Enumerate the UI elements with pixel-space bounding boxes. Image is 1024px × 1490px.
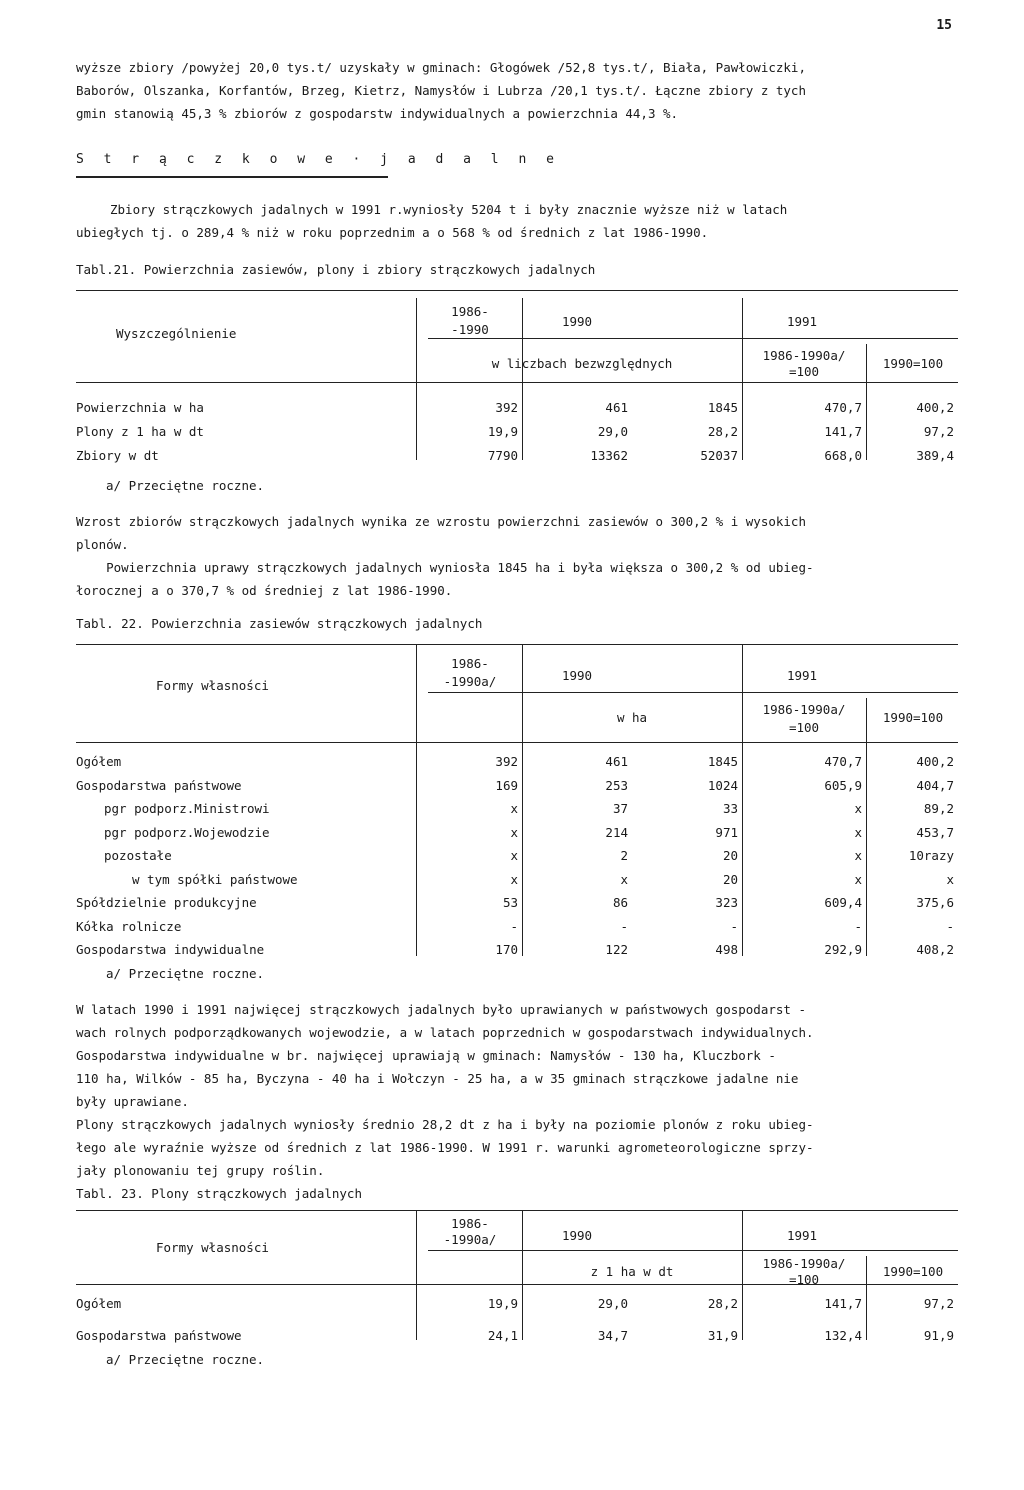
cell-value: 33 (722, 801, 738, 816)
row-label: Kółka rolnicze (76, 918, 182, 934)
table-row (76, 424, 958, 446)
cell-value: 170 (495, 942, 518, 957)
row-label: Gospodarstwa państwowe (76, 777, 242, 793)
cell-value: x (854, 824, 862, 840)
table-header-cell: 1986-1990a/ (762, 1256, 846, 1271)
table-header-cell: 1986- (451, 656, 489, 671)
cell-value: 392 (495, 754, 518, 769)
cell-value: 34,7 (597, 1328, 628, 1343)
table-header-cell: =100 (788, 720, 820, 735)
cell-value: x (510, 824, 518, 840)
table-row (76, 825, 958, 849)
text-line: były uprawiane. (76, 1094, 189, 1109)
table-row (76, 801, 958, 825)
cell-value: x (946, 871, 954, 887)
cell-value: - (730, 918, 738, 934)
cell-value: 214 (605, 824, 628, 840)
cell-value: 97,2 (923, 1296, 954, 1311)
cell-value: 400,2 (916, 400, 954, 415)
text-line: Zbiory strączkowych jadalnych w 1991 r.wyniosły 5204 t i były znacznie wyższe niż w latach (110, 202, 788, 217)
cell-value: - (510, 918, 518, 934)
table-header-cell: 1991 (786, 668, 818, 683)
cell-value: x (854, 801, 862, 816)
table23-caption: Tabl. 23. Plony strączkowych jadalnych (76, 1186, 362, 1201)
text-line: ubiegłych tj. o 289,4 % niż w roku poprzednim a o 568 % od średnich z lat 1986-1990. (76, 225, 709, 240)
cell-value: 52037 (700, 448, 738, 463)
cell-value: 20 (722, 848, 738, 863)
text-line: łego ale wyraźnie wyższe od średnich z lat 1986-1990. W 1991 r. warunki agrometeorologiczne sprzy- (76, 1140, 814, 1155)
table-header-cell: 1990=100 (882, 1264, 944, 1279)
table-header-cell: -1990a/ (443, 1232, 497, 1247)
table-header-cell: 1986-1990a/ (762, 702, 846, 717)
table-header-cell: w liczbach bezwzględnych (491, 356, 673, 371)
cell-value: 253 (605, 777, 628, 793)
cell-value: 971 (715, 824, 738, 840)
table-row (76, 848, 958, 872)
cell-value: 461 (605, 400, 628, 415)
cell-value: 13362 (590, 448, 628, 463)
table-header-cell: 1986- (451, 304, 489, 319)
cell-value: 453,7 (916, 824, 954, 840)
cell-value: x (510, 871, 518, 887)
table-row (76, 778, 958, 802)
cell-value: 392 (495, 400, 518, 415)
cell-value: 1845 (707, 754, 738, 769)
cell-value: 10razy (908, 848, 954, 863)
page-number: 15 (936, 18, 952, 33)
cell-value: 28,2 (707, 424, 738, 439)
table-row (76, 919, 958, 943)
row-label: Plony z 1 ha w dt (76, 424, 204, 439)
cell-value: 609,4 (824, 895, 862, 910)
row-label: Gospodarstwa państwowe (76, 1328, 242, 1343)
table-header-cell: 1986- (451, 1216, 489, 1231)
row-label: pgr podporz.Wojewodzie (104, 824, 270, 840)
table-header-cell: 1990 (561, 1228, 593, 1243)
row-label: Spółdzielnie produkcyjne (76, 895, 257, 910)
cell-value: 1845 (707, 400, 738, 415)
table-header-cell: z 1 ha w dt (590, 1264, 674, 1279)
table-rule (428, 338, 958, 339)
table22 (76, 644, 958, 966)
cell-value: 19,9 (487, 1296, 518, 1311)
table22-footnote: a/ Przeciętne roczne. (106, 966, 265, 981)
mid-paragraph (76, 510, 954, 602)
cell-value: 461 (605, 754, 628, 769)
row-label: Zbiory w dt (76, 448, 159, 463)
table23-footnote: a/ Przeciętne roczne. (106, 1352, 265, 1367)
cell-value: 132,4 (824, 1328, 862, 1343)
cell-value: 86 (612, 895, 628, 910)
table-header-cell: =100 (788, 364, 820, 379)
text-line: jały plonowaniu tej grupy roślin. (76, 1163, 325, 1178)
section-heading-underline (76, 176, 388, 178)
table-rule (76, 742, 958, 743)
cell-value: 400,2 (916, 754, 954, 769)
table-row (76, 754, 958, 778)
intro-paragraph (76, 56, 954, 125)
cell-value: 389,4 (916, 448, 954, 463)
table-row (76, 448, 958, 470)
row-label: w tym spółki państwowe (132, 871, 298, 887)
cell-value: 97,2 (923, 424, 954, 439)
text-line: wyższe zbiory /powyżej 20,0 tys.t/ uzyskały w gminach: Głogówek /52,8 tys.t/, Biała, Pawłowiczki, (76, 60, 806, 75)
table-header-cell: 1991 (786, 1228, 818, 1243)
row-label: pozostałe (104, 848, 172, 863)
cell-value: 470,7 (824, 754, 862, 769)
cell-value: 28,2 (707, 1296, 738, 1311)
table-rule (428, 692, 958, 693)
table-header-cell: Formy własności (156, 1240, 269, 1255)
table-header-cell: -1990 (451, 322, 489, 337)
table-row (76, 400, 958, 422)
table21-footnote: a/ Przeciętne roczne. (106, 478, 265, 493)
cell-value: 29,0 (597, 424, 628, 439)
cell-value: 2 (620, 848, 628, 863)
table-rule (428, 1250, 958, 1251)
cell-value: 24,1 (487, 1328, 518, 1343)
table-header-cell: =100 (788, 1272, 820, 1287)
table-header-cell: 1991 (786, 314, 818, 329)
cell-value: 141,7 (824, 424, 862, 439)
cell-value: 323 (715, 895, 738, 910)
table-row (76, 1296, 958, 1328)
text-line: Plony strączkowych jadalnych wyniosły średnio 28,2 dt z ha i były na poziomie plonów z roku ubieg- (76, 1117, 814, 1132)
cell-value: 668,0 (824, 448, 862, 463)
row-label: Ogółem (76, 1296, 122, 1311)
row-label: Gospodarstwa indywidualne (76, 942, 265, 957)
row-label: pgr podporz.Ministrowi (104, 801, 270, 816)
cell-value: 141,7 (824, 1296, 862, 1311)
table-rule (76, 290, 958, 291)
row-label: Powierzchnia w ha (76, 400, 204, 415)
table-header-cell: 1990 (561, 314, 593, 329)
cell-value: 37 (612, 801, 628, 816)
cell-value: x (854, 871, 862, 887)
cell-value: 31,9 (707, 1328, 738, 1343)
cell-value: 408,2 (916, 942, 954, 957)
table22-caption: Tabl. 22. Powierzchnia zasiewów strączkowych jadalnych (76, 616, 483, 631)
table-row (76, 872, 958, 896)
table-header-cell: Wyszczególnienie (116, 326, 237, 341)
table23 (76, 1210, 958, 1350)
row-label: Ogółem (76, 754, 122, 769)
section-paragraph (76, 198, 954, 244)
cell-value: 470,7 (824, 400, 862, 415)
table-header-cell: 1990=100 (882, 356, 944, 371)
cell-value: 91,9 (923, 1328, 954, 1343)
cell-value: 89,2 (923, 801, 954, 816)
cell-value: - (946, 918, 954, 934)
text-line: Gospodarstwa indywidualne w br. najwięcej uprawiają w gminach: Namysłów - 130 ha, Kluczbork - (76, 1048, 776, 1063)
cell-value: 169 (495, 777, 518, 793)
table-header-cell: 1986-1990a/ (762, 348, 846, 363)
cell-value: 292,9 (824, 942, 862, 957)
cell-value: 29,0 (597, 1296, 628, 1311)
text-line: plonów. (76, 537, 129, 552)
cell-value: 375,6 (916, 895, 954, 910)
cell-value: 20 (722, 871, 738, 887)
table-header-cell: 1990=100 (882, 710, 944, 725)
cell-value: 605,9 (824, 777, 862, 793)
bottom-paragraph (76, 998, 954, 1182)
table21 (76, 290, 958, 470)
text-line: 110 ha, Wilków - 85 ha, Byczyna - 40 ha i Wołczyn - 25 ha, a w 35 gminach strączkowe jadalne nie (76, 1071, 799, 1086)
cell-value: 7790 (487, 448, 518, 463)
section-heading: S t r ą c z k o w e · j a d a l n e (76, 152, 560, 167)
cell-value: 498 (715, 942, 738, 957)
text-line: gmin stanowią 45,3 % zbiorów z gospodarstw indywidualnych a powierzchnia 44,3 %. (76, 106, 679, 121)
cell-value: 122 (605, 942, 628, 957)
table-header-cell: w ha (616, 710, 648, 725)
text-line: wach rolnych podporządkowanych wojewodzie, a w latach poprzednich w gospodarstwach indywidualnych. (76, 1025, 814, 1040)
cell-value: 404,7 (916, 777, 954, 793)
cell-value: x (510, 801, 518, 816)
text-line: W latach 1990 i 1991 najwięcej strączkowych jadalnych było uprawianych w państwowych gospodarst - (76, 1002, 806, 1017)
cell-value: - (854, 918, 862, 934)
table21-caption: Tabl.21. Powierzchnia zasiewów, plony i zbiory strączkowych jadalnych (76, 262, 596, 277)
table-row (76, 895, 958, 919)
table-row (76, 942, 958, 966)
cell-value: x (854, 848, 862, 863)
text-line: Wzrost zbiorów strączkowych jadalnych wynika ze wzrostu powierzchni zasiewów o 300,2 % i wysokich (76, 514, 806, 529)
cell-value: x (510, 848, 518, 863)
table-rule (76, 382, 958, 383)
table-header-cell: 1990 (561, 668, 593, 683)
table-rule (76, 644, 958, 645)
cell-value: 1024 (707, 777, 738, 793)
table-rule (76, 1210, 958, 1211)
cell-value: - (620, 918, 628, 934)
text-line: Powierzchnia uprawy strączkowych jadalnych wyniosła 1845 ha i była większa o 300,2 % od ubieg- (76, 560, 814, 575)
cell-value: 53 (502, 895, 518, 910)
text-line: Baborów, Olszanka, Korfantów, Brzeg, Kietrz, Namysłów i Lubrza /20,1 tys.t/. Łączne zbiory z tych (76, 83, 806, 98)
table-header-cell: -1990a/ (443, 674, 497, 689)
cell-value: x (620, 871, 628, 887)
cell-value: 19,9 (487, 424, 518, 439)
table-header-cell: Formy własności (156, 678, 269, 693)
text-line: łorocznej a o 370,7 % od średniej z lat 1986-1990. (76, 583, 453, 598)
